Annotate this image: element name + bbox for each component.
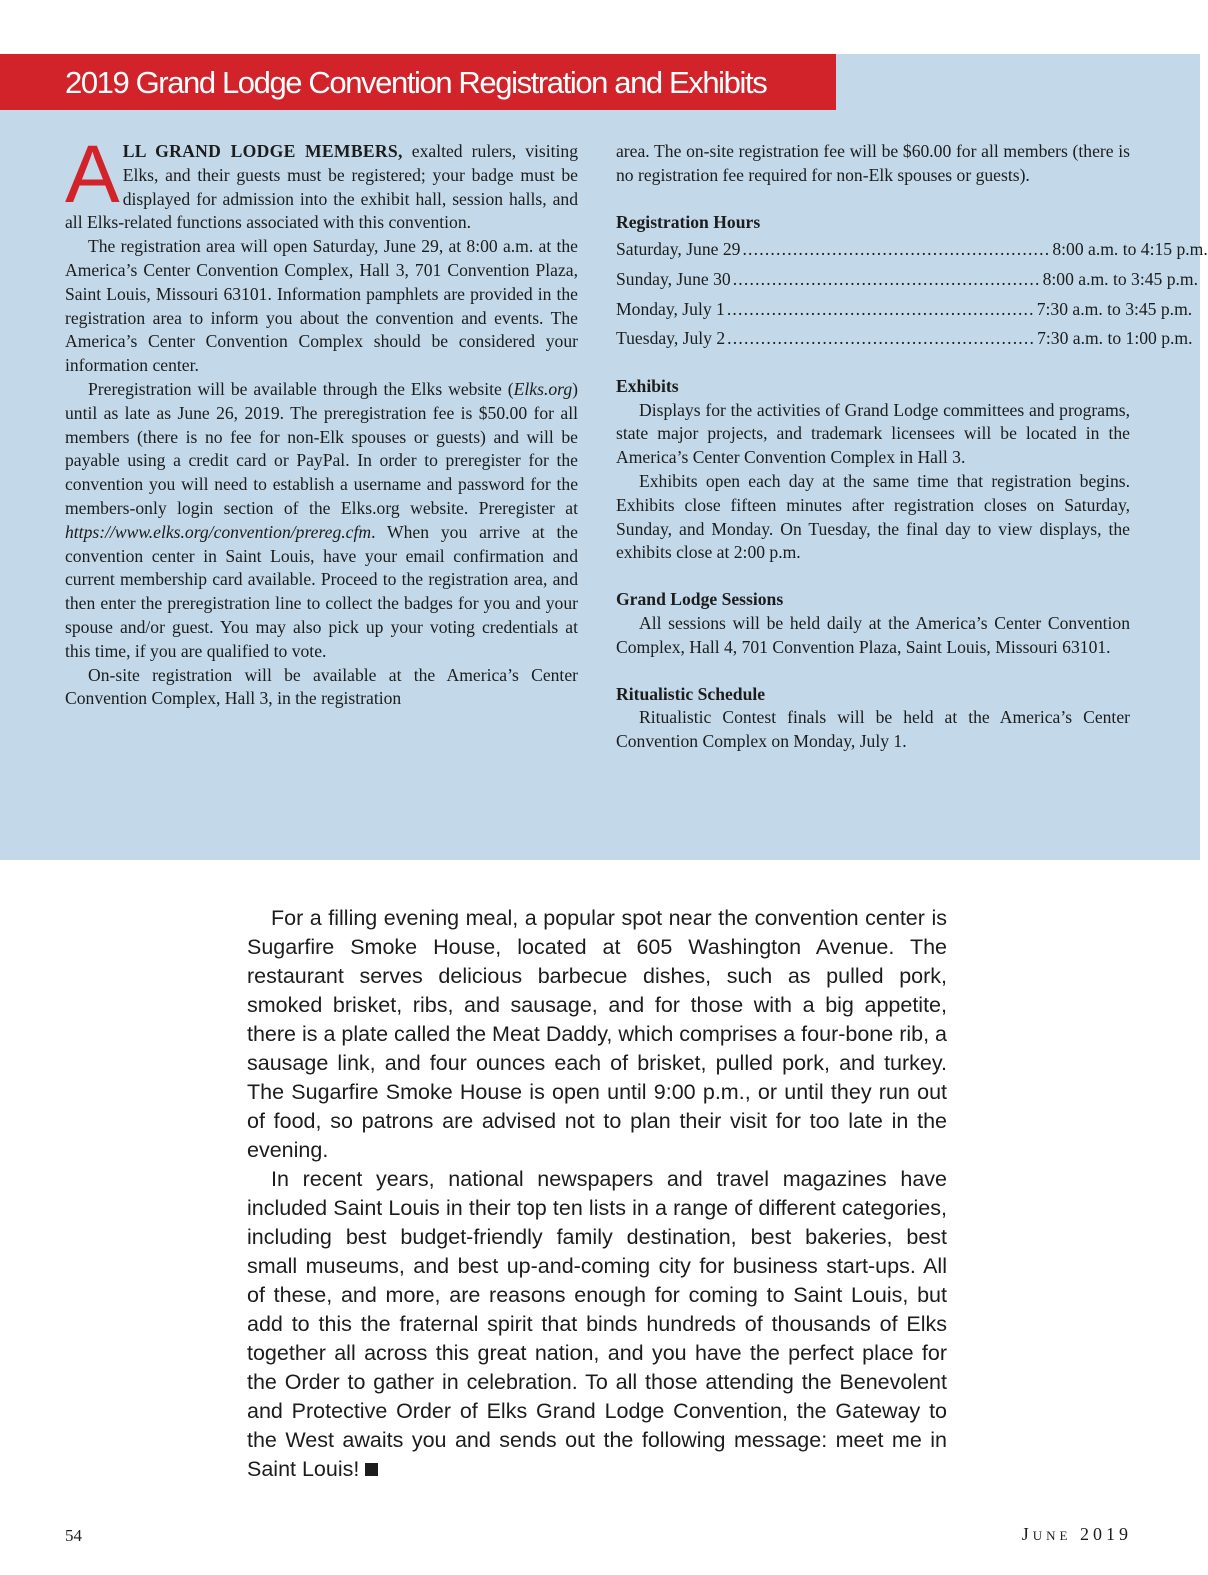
- onsite-paragraph: On-site registration will be available at the America’s Center Convention Complex, Hall 3, in the registration: [65, 664, 578, 709]
- banner-title: 2019 Grand Lodge Convention Registration and Exhibits: [65, 65, 767, 100]
- prereg-url-link[interactable]: https://www.elks.org/convention/prereg.cfm: [65, 521, 372, 542]
- elks-site-link[interactable]: Elks.org: [513, 378, 573, 399]
- hours-row: [616, 268, 1199, 298]
- ritual-paragraph: Ritualistic Contest finals will be held at the America’s Center Convention Complex on Monday, July 1.: [616, 707, 1130, 752]
- hours-day: Monday, July 1: [616, 298, 725, 319]
- dot-leader: .......................................................: [732, 268, 1041, 289]
- intro-text: exalted rulers, visiting Elks, and their guests must be registered; your badge must be displayed for admission into the exhibit hall, session halls, and all Elks-related functions associated with this convention.: [65, 141, 578, 233]
- hours-day: Sunday, June 30: [616, 268, 731, 289]
- dot-leader: .......................................................: [742, 239, 1051, 260]
- onsite-continued: area. The on-site registration fee will be $60.00 for all members (there is no registration fee required for non-Elk spouses or guests).: [616, 141, 1130, 185]
- prereg-text-a: Preregistration will be available through the Elks website (: [88, 378, 514, 399]
- hours-list: [616, 238, 1208, 356]
- page-number: 54: [65, 1526, 82, 1545]
- sidebar-right-column: [616, 140, 1208, 754]
- registration-area-paragraph: The registration area will open Saturday, June 29, at 8:00 a.m. at the America’s Center Convention Complex, Hall 3, 701 Convention Plaza, Saint Louis, Missouri 63101. Information pamphlets are provided in the registration area to inform you about the convention and events. The America’s Center Convention Complex should be considered your information center.: [65, 236, 578, 376]
- hours-time: 7:30 a.m. to 1:00 p.m.: [1037, 328, 1193, 349]
- lead-caps: LL GRAND LODGE MEMBERS,: [122, 141, 403, 161]
- exhibits-paragraph-1: Displays for the activities of Grand Lodge committees and programs, state major projects, and trademark licensees will be located in the America’s Center Convention Complex in Hall 3.: [616, 399, 1130, 468]
- drop-cap: A: [65, 129, 120, 220]
- exhibits-heading: Exhibits: [616, 375, 679, 396]
- intro-paragraph: [65, 129, 578, 235]
- article-body: [247, 904, 947, 1484]
- hours-row: [616, 327, 1193, 357]
- hours-day: Tuesday, July 2: [616, 328, 726, 349]
- hours-day: Saturday, June 29: [616, 239, 741, 260]
- sessions-paragraph: All sessions will be held daily at the America’s Center Convention Complex, Hall 4, 701 Convention Plaza, Saint Louis, Missouri 63101.: [616, 612, 1130, 657]
- hours-time: 7:30 a.m. to 3:45 p.m.: [1036, 298, 1193, 319]
- dot-leader: .......................................................: [727, 328, 1036, 349]
- prereg-text-b: ) until as late as June 26, 2019. The preregistration fee is $50.00 for all members (there is no fee for non-Elk spouses or guests) and will be payable using a credit card or PayPal. In order to preregister for the convention you will need to establish a username and password for the members-only login section of the Elks.org website. Preregister at: [65, 378, 578, 518]
- end-mark-icon: [365, 1463, 378, 1476]
- hours-row: [616, 238, 1208, 268]
- ritual-heading: Ritualistic Schedule: [616, 683, 766, 704]
- exhibits-paragraph-2: Exhibits open each day at the same time that registration begins. Exhibits close fifteen minutes after registration closes on Saturday, Sunday, and Monday. On Tuesday, the final day to view displays, the exhibits close at 2:00 p.m.: [616, 470, 1130, 563]
- sidebar-left-column: [65, 129, 578, 711]
- hours-heading: Registration Hours: [616, 211, 761, 232]
- article-paragraph-1: For a filling evening meal, a popular spot near the convention center is Sugarfire Smoke House, located at 605 Washington Avenue. The restaurant serves delicious barbecue dishes, such as pulled pork, smoked brisket, ribs, and sausage, and for those with a big appetite, there is a plate called the Meat Daddy, which comprises a four-bone rib, a sausage link, and four ounces each of brisket, pulled pork, and turkey. The Sugarfire Smoke House is open until 9:00 p.m., or until they run out of food, so patrons are advised not to plan their visit for too late in the evening.: [247, 906, 947, 1162]
- hours-row: [616, 298, 1193, 328]
- sessions-heading: Grand Lodge Sessions: [616, 589, 784, 610]
- section-banner: [0, 54, 836, 110]
- dot-leader: .......................................................: [726, 298, 1035, 319]
- article-paragraph-2: [247, 1165, 947, 1484]
- hours-time: 8:00 a.m. to 4:15 p.m.: [1052, 239, 1208, 260]
- article-paragraph-2-text: In recent years, national newspapers and travel magazines have included Saint Louis in their top ten lists in a range of different categories, including best budget-friendly family destination, best bakeries, best small museums, and best up-and-coming city for business start-ups. All of these, and more, are reasons enough for coming to Saint Louis, but add to this the fraternal spirit that binds hundreds of thousands of Elks together all across this great nation, and you have the perfect place for the Order to gather in celebration. To all those attending the Benevolent and Protective Order of Elks Grand Lodge Convention, the Gateway to the West awaits you and sends out the following message: meet me in Saint Louis!: [247, 1167, 947, 1481]
- prereg-text-c: . When you arrive at the convention center in Saint Louis, have your email confirmation and current membership card available. Proceed to the registration area, and then enter the preregistration line to collect the badges for you and your spouse and/or guest. You may also pick up your voting credentials at this time, if you are qualified to vote.: [65, 521, 578, 661]
- issue-date: June 2019: [1021, 1524, 1132, 1544]
- hours-time: 8:00 a.m. to 3:45 p.m.: [1042, 268, 1199, 289]
- preregistration-paragraph: [65, 378, 578, 664]
